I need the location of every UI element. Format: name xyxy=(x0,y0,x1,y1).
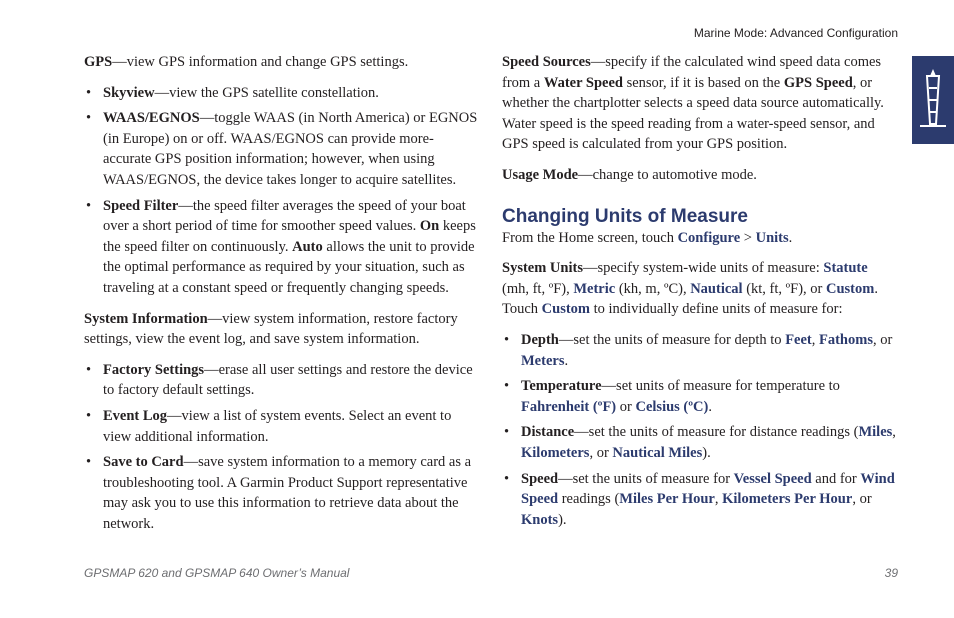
item-desc: (mh, ft, ºF), xyxy=(502,280,574,297)
item-desc: (kt, ft, ºF), or xyxy=(742,280,826,297)
celsius-option[interactable]: Celsius (ºC) xyxy=(635,398,709,415)
list-item xyxy=(84,360,480,401)
speed-sources-paragraph xyxy=(502,52,898,155)
item-desc: keeps the speed filter on continuously. xyxy=(103,218,476,255)
item-desc: —set units of measure for temperature to xyxy=(601,378,840,395)
punctuation: ). xyxy=(558,511,567,528)
item-desc: —view the GPS satellite constellation. xyxy=(154,84,379,101)
knots-option[interactable]: Knots xyxy=(521,511,559,528)
separator: , or xyxy=(852,491,872,508)
separator: or xyxy=(616,398,636,415)
gps-paragraph xyxy=(84,52,480,73)
list-item xyxy=(84,108,480,190)
item-desc: —specify system-wide units of measure: xyxy=(582,260,824,277)
auto-option[interactable]: Auto xyxy=(292,238,323,255)
separator: readings ( xyxy=(558,491,620,508)
separator: , or xyxy=(589,444,613,461)
section-heading: Changing Units of Measure xyxy=(502,205,748,227)
waas-egnos-term[interactable]: WAAS/EGNOS xyxy=(103,110,200,127)
item-desc: —set the units of measure for xyxy=(558,470,734,487)
item-desc: , or whether the chartplotter selects a speed data source automatically. Water speed is the speed reading from a water-speed sensor, and GPS speed is calculated from your GPS position. xyxy=(502,74,884,153)
intro-text: From the Home screen, touch xyxy=(502,229,678,246)
fahrenheit-option[interactable]: Fahrenheit (ºF) xyxy=(521,398,617,415)
gps-options-list xyxy=(84,83,480,299)
item-desc: —specify if the calculated wind speed data comes from a xyxy=(502,54,882,91)
page-number: 39 xyxy=(884,566,898,580)
metric-option[interactable]: Metric xyxy=(573,280,616,297)
usage-mode-paragraph xyxy=(502,165,898,186)
item-desc: to individually define units of measure for: xyxy=(590,301,843,318)
list-item xyxy=(84,406,480,447)
depth-term[interactable]: Depth xyxy=(521,331,559,348)
intro-paragraph xyxy=(502,228,898,249)
custom-option-link[interactable]: Custom xyxy=(541,301,590,318)
miles-per-hour-option[interactable]: Miles Per Hour xyxy=(619,491,715,508)
item-desc: allows the unit to provide the optimal performance as required by your situation, such as traveling at a constant speed or frequently changing speeds. xyxy=(103,238,475,296)
item-desc: —the speed filter averages the speed of your boat over a short period of time for smoother speed values. xyxy=(103,197,466,235)
list-item xyxy=(502,422,898,463)
meters-option[interactable]: Meters xyxy=(521,352,565,369)
path-separator: > xyxy=(740,229,756,246)
units-list xyxy=(502,330,898,530)
section-tab xyxy=(912,56,954,144)
list-item xyxy=(84,196,480,299)
left-column xyxy=(84,52,480,544)
factory-settings-term[interactable]: Factory Settings xyxy=(103,361,205,378)
vessel-speed-option[interactable]: Vessel Speed xyxy=(733,470,812,487)
lighthouse-icon xyxy=(918,66,948,132)
item-desc: —view a list of system events. Select an event to view additional information. xyxy=(103,407,452,445)
system-information-paragraph xyxy=(84,309,480,350)
item-desc: —change to automotive mode. xyxy=(578,166,757,183)
right-column xyxy=(502,52,898,540)
gps-desc: —view GPS information and change GPS settings. xyxy=(112,54,409,70)
system-units-paragraph xyxy=(502,258,898,320)
list-item xyxy=(84,452,480,534)
on-option[interactable]: On xyxy=(419,218,440,235)
punctuation: ). xyxy=(702,444,711,461)
item-desc: —save system information to a memory card as a troubleshooting tool. A Garmin Product Support representative may ask you to use this information to retrieve data about the network. xyxy=(103,454,472,532)
system-information-term[interactable]: System Information xyxy=(84,310,208,327)
separator: , or xyxy=(872,331,893,348)
list-item xyxy=(502,330,898,371)
separator: , xyxy=(714,491,723,508)
running-header: Marine Mode: Advanced Configuration xyxy=(693,26,898,40)
temperature-term[interactable]: Temperature xyxy=(521,378,602,395)
configure-link[interactable]: Configure xyxy=(677,229,741,246)
speed-sources-term[interactable]: Speed Sources xyxy=(502,54,591,70)
item-desc: —view system information, restore factory settings, view the event log, and save system information. xyxy=(84,310,458,348)
separator: , xyxy=(892,424,896,441)
wind-speed-option[interactable]: Wind Speed xyxy=(521,470,895,508)
event-log-term[interactable]: Event Log xyxy=(103,407,168,424)
separator: , xyxy=(811,331,819,348)
item-desc: —set the units of measure for depth to xyxy=(558,331,786,348)
distance-term[interactable]: Distance xyxy=(521,424,575,441)
speed-term[interactable]: Speed xyxy=(521,470,559,487)
fathoms-option[interactable]: Fathoms xyxy=(819,331,873,348)
skyview-term[interactable]: Skyview xyxy=(103,84,155,101)
feet-option[interactable]: Feet xyxy=(785,331,812,348)
kilometers-option[interactable]: Kilometers xyxy=(521,444,590,461)
save-to-card-term[interactable]: Save to Card xyxy=(103,454,184,471)
miles-option[interactable]: Miles xyxy=(858,424,893,441)
kilometers-per-hour-option[interactable]: Kilometers Per Hour xyxy=(722,491,853,508)
list-item xyxy=(502,469,898,531)
punctuation: . xyxy=(708,398,712,415)
nautical-option[interactable]: Nautical xyxy=(690,280,743,297)
units-link[interactable]: Units xyxy=(755,229,789,246)
list-item xyxy=(84,83,480,104)
water-speed-option[interactable]: Water Speed xyxy=(543,74,623,91)
statute-option[interactable]: Statute xyxy=(823,260,868,277)
custom-option[interactable]: Custom xyxy=(826,280,875,297)
nautical-miles-option[interactable]: Nautical Miles xyxy=(612,444,703,461)
item-desc: . Touch xyxy=(502,280,878,318)
usage-mode-term[interactable]: Usage Mode xyxy=(502,166,579,183)
list-item xyxy=(502,376,898,417)
gps-term[interactable]: GPS xyxy=(84,54,113,70)
system-information-list xyxy=(84,360,480,535)
item-desc: sensor, if it is based on the xyxy=(622,74,784,91)
manual-title: GPSMAP 620 and GPSMAP 640 Owner’s Manual xyxy=(84,566,350,580)
item-desc: —set the units of measure for distance readings ( xyxy=(574,424,859,441)
separator: and for xyxy=(811,470,861,487)
system-units-term[interactable]: System Units xyxy=(502,260,583,277)
punctuation: . xyxy=(788,229,793,246)
speed-filter-term[interactable]: Speed Filter xyxy=(103,197,179,214)
gps-speed-option[interactable]: GPS Speed xyxy=(783,74,853,91)
item-desc: —toggle WAAS (in North America) or EGNOS (in Europe) on or off. WAAS/EGNOS can provide more-accurate GPS position information; however, when using WAAS/EGNOS, the device takes longer to acquire satellites. xyxy=(103,110,478,188)
item-desc: (kh, m, ºC), xyxy=(615,280,691,297)
punctuation: . xyxy=(564,352,569,369)
item-desc: —erase all user settings and restore the device to factory default settings. xyxy=(103,361,473,399)
